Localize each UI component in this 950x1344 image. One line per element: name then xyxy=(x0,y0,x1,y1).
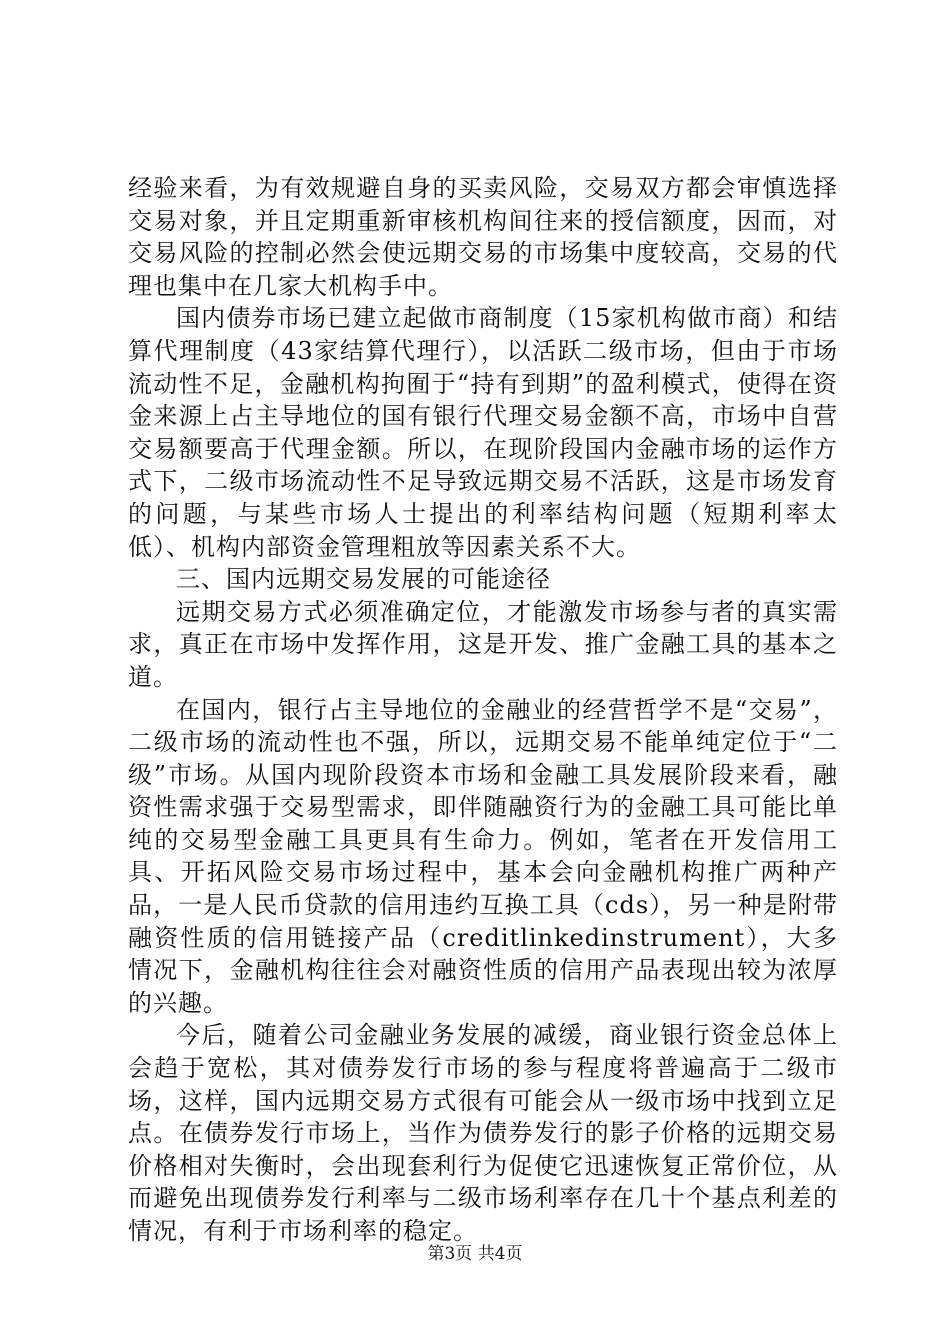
page-number-footer: 第3页 共4页 xyxy=(427,1244,523,1264)
paragraph-positioning: 远期交易方式必须准确定位，才能激发市场参与者的真实需求，真正在市场中发挥作用，这是开发、推广金融工具的基本之道。 xyxy=(128,597,838,691)
document-body xyxy=(128,172,838,1248)
paragraph-domestic-banking: 在国内，银行占主导地位的金融业的经营哲学不是“交易”，二级市场的流动性也不强，所以，远期交易不能单纯定位于“二级”市场。从国内现阶段资本市场和金融工具发展阶段来看，融资性需求强于交易型需求，即伴随融资行为的金融工具可能比单纯的交易型金融工具更具有生命力。例如，笔者在开发信用工具、开拓风险交易市场过程中，基本会向金融机构推广两种产品，一是人民币贷款的信用违约互换工具（cds），另一种是附带融资性质的信用链接产品（creditlinkedinstrument），大多情况下，金融机构往往会对融资性质的信用产品表现出较为浓厚的兴趣。 xyxy=(128,695,838,1017)
paragraph-future-outlook: 今后，随着公司金融业务发展的减缓，商业银行资金总体上会趋于宽松，其对债券发行市场的参与程度将普遍高于二级市场，这样，国内远期交易方式很有可能会从一级市场中找到立足点。在债券发行市场上，当作为债券发行的影子价格的远期交易价格相对失衡时，会出现套利行为促使它迅速恢复正常价位，从而避免出现债券发行利率与二级市场利率存在几十个基点利差的情况，有利于市场利率的稳定。 xyxy=(128,1021,838,1245)
section-heading: 三、国内远期交易发展的可能途径 xyxy=(176,565,551,594)
paragraph-market-maker-system: 国内债券市场已建立起做市商制度（15家机构做市商）和结算代理制度（43家结算代理行），以活跃二级市场，但由于市场流动性不足，金融机构拘囿于“持有到期”的盈利模式，使得在资金来源上占主导地位的国有银行代理交易金额不高，市场中自营交易额要高于代理金额。所以，在现阶段国内金融市场的运作方式下，二级市场流动性不足导致远期交易不活跃，这是市场发育的问题，与某些市场人士提出的利率结构问题（短期利率太低）、机构内部资金管理粗放等因素关系不大。 xyxy=(128,304,838,561)
paragraph-continuation: 经验来看，为有效规避自身的买卖风险，交易双方都会审慎选择交易对象，并且定期重新审核机构间往来的授信额度，因而，对交易风险的控制必然会使远期交易的市场集中度较高，交易的代理也集中在几家大机构手中。 xyxy=(128,174,838,300)
